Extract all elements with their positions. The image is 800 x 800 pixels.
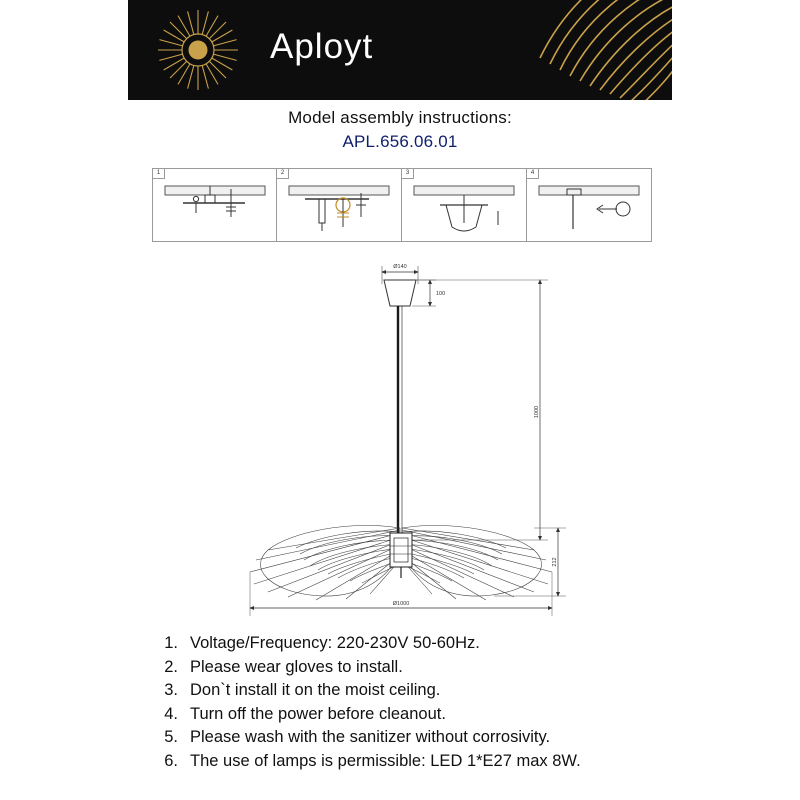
document-title: [0, 108, 800, 152]
note-number: 1.: [164, 634, 178, 652]
ceiling-mount-bracket-icon: [153, 169, 277, 242]
title-primary: Model assembly instructions:: [288, 108, 512, 127]
list-item: [150, 750, 670, 774]
note-number: 6.: [164, 751, 178, 770]
assembly-step-2: [277, 168, 402, 242]
note-text: Please wash with the sanitizer without corrosivity.: [190, 728, 551, 746]
list-item: [150, 703, 670, 727]
svg-text:Ø1000: Ø1000: [392, 601, 410, 607]
note-number: 2.: [164, 657, 178, 676]
note-text: Turn off the power before cleanout.: [190, 704, 446, 723]
screw-fixing-icon: [277, 169, 402, 242]
svg-text:Ø140: Ø140: [393, 264, 407, 270]
list-item: [150, 726, 670, 750]
note-text: Please wear gloves to install.: [190, 657, 403, 676]
svg-text:100: 100: [436, 291, 446, 297]
svg-text:1000: 1000: [534, 405, 540, 419]
fan-rays-icon: [468, 0, 672, 100]
step-number: 2: [277, 169, 289, 179]
note-number: 3.: [164, 681, 178, 699]
note-text: The use of lamps is permissible: LED 1*E27 max 8W.: [190, 751, 581, 770]
list-item: [150, 679, 670, 703]
step-number: 1: [153, 169, 165, 179]
step-number: 4: [527, 169, 539, 179]
list-item: [150, 632, 670, 656]
model-code: APL.656.06.01: [342, 132, 458, 151]
assembly-step-1: [152, 168, 277, 242]
note-number: 5.: [164, 728, 178, 746]
list-item: [150, 656, 670, 680]
sunburst-logo-icon: [156, 8, 240, 92]
assembly-step-row: [152, 168, 652, 242]
pendant-lamp-dimension-drawing: [150, 250, 650, 625]
note-text: Don`t install it on the moist ceiling.: [190, 681, 441, 699]
step-number: 3: [402, 169, 414, 179]
note-number: 4.: [164, 704, 178, 723]
assembly-step-4: [527, 168, 652, 242]
brand-name: Aployt: [270, 27, 374, 66]
assembly-step-3: [402, 168, 527, 242]
header-banner: [128, 0, 672, 100]
bulb-insert-icon: [527, 169, 652, 242]
shade-attach-icon: [402, 169, 527, 242]
safety-notes-list: [150, 632, 670, 773]
svg-text:212: 212: [552, 557, 558, 567]
note-text: Voltage/Frequency: 220-230V 50-60Hz.: [190, 634, 480, 652]
